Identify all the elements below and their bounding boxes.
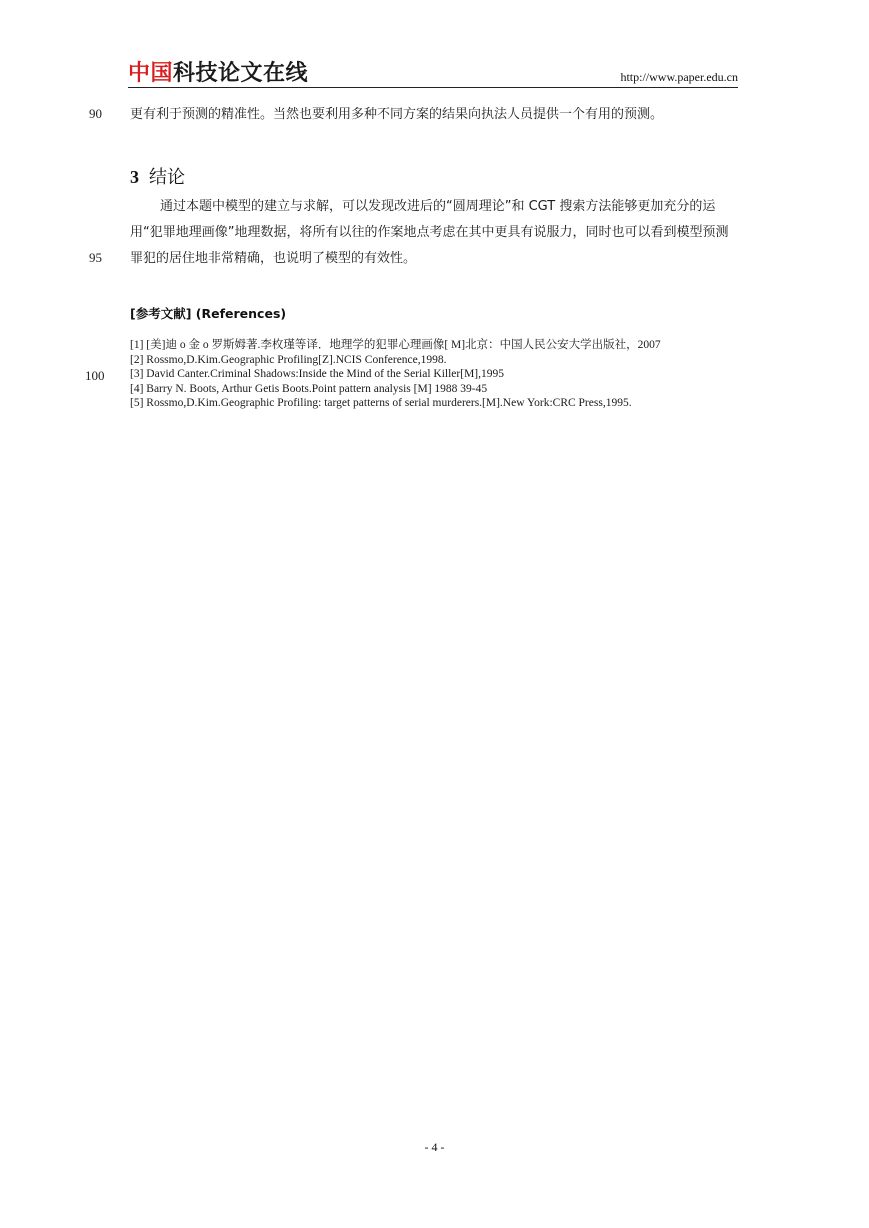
reference-item: [5] Rossmo,D.Kim.Geographic Profiling: target patterns of serial murderers.[M].New York:CRC Press,1995. (130, 397, 632, 409)
logo-black-text: 科技论文在线 (173, 61, 309, 86)
section-title: 结论 (149, 167, 185, 188)
section-number: 3 (130, 167, 139, 187)
reference-item: [4] Barry N. Boots, Arthur Getis Boots.Point pattern analysis [M] 1988 39-45 (130, 382, 488, 395)
reference-item: [3] David Canter.Criminal Shadows:Inside the Mind of the Serial Killer[M],1995 (130, 368, 505, 380)
page-number: - 4 - (424, 1140, 445, 1154)
references-list (130, 338, 750, 411)
conclusion-paragraph: 通过本题中模型的建立与求解，可以发现改进后的“圆周理论”和 CGT 搜索方法能够更加充分的运用“犯罪地理画像”地理数据，将所有以往的作案地点考虑在其中更具有说服力，同时也可以看到模型预测罪犯的居住地非常精确，也说明了模型的有效性。 (130, 199, 729, 266)
header-url: http://www.paper.edu.cn (620, 70, 738, 84)
line-number-100: 100 (85, 368, 105, 383)
paragraph-continuation: 更有利于预测的精准性。当然也要利用多种不同方案的结果向执法人员提供一个有用的预测。 (130, 107, 664, 122)
header-divider (128, 87, 738, 88)
site-logo (128, 60, 308, 88)
logo-red-text: 中国 (128, 61, 174, 86)
references-heading: [参考文献] (References) (130, 306, 287, 321)
section-heading (130, 164, 185, 191)
reference-item: [2] Rossmo,D.Kim.Geographic Profiling[Z].NCIS Conference,1998. (130, 353, 447, 366)
line-number-95: 95 (89, 250, 102, 265)
line-number-90: 90 (89, 106, 102, 121)
reference-item: [1] [美]迪 o 金 o 罗斯姆著.李枚瑾等译．地理学的犯罪心理画像[ M]北京：中国人民公安大学出版社，2007 (130, 339, 661, 351)
